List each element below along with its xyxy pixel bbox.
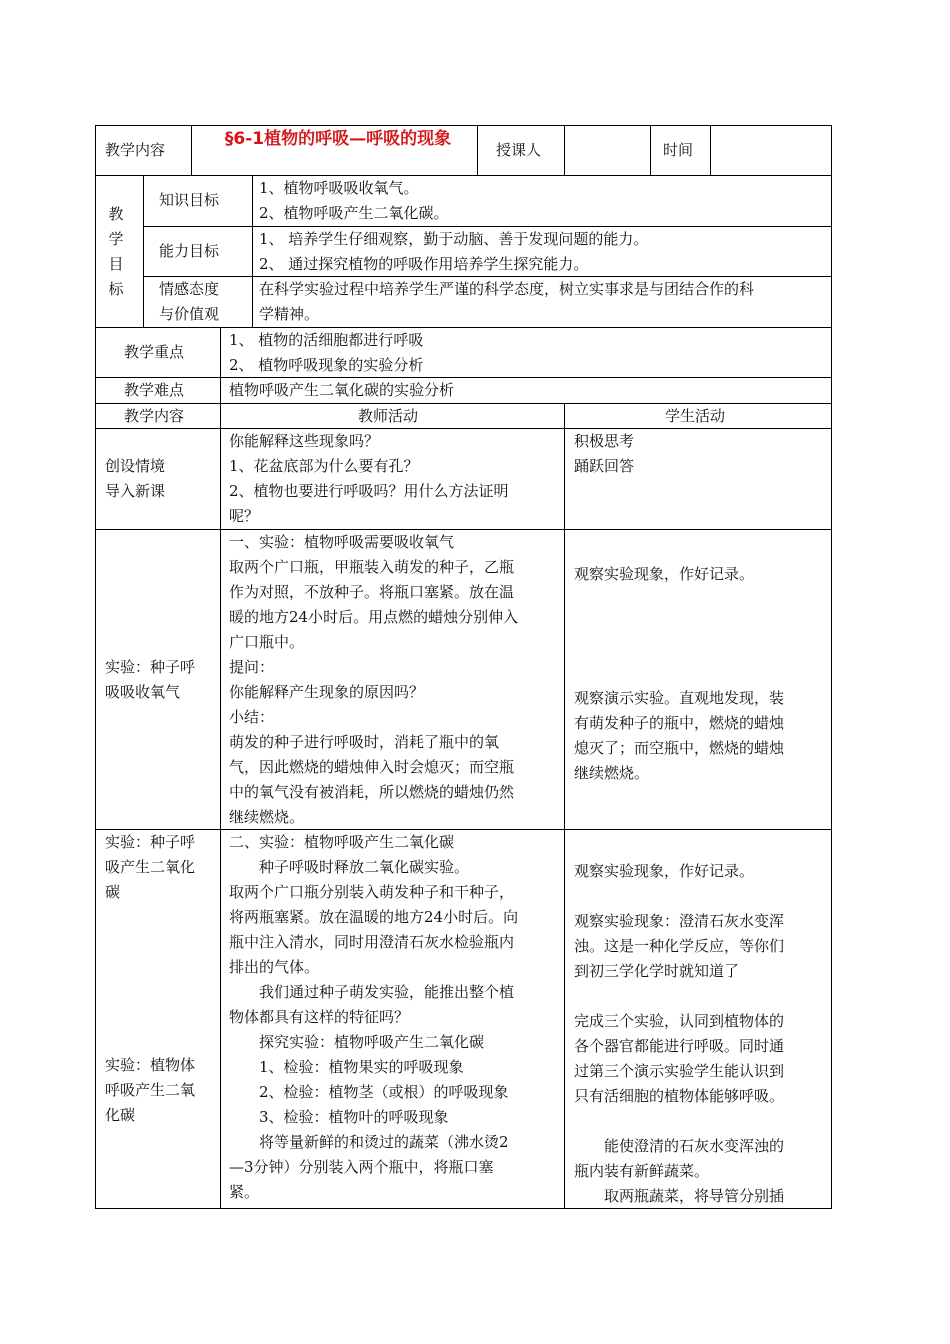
row3-student-activity-c: 完成三个实验，认同到植物体的 各个器官都能进行呼吸。同时通 过第三个演示实验学生能认识到 只有活细胞的植物体能够呼吸。 [574, 1012, 785, 1105]
row2-teacher-activity: 一、实验：植物呼吸需要吸收氧气 取两个广口瓶，甲瓶装入萌发的种子，乙瓶 作为对照，不放种子。将瓶口塞紧。放在温 暖的地方24小时后。用点燃的蜡烛分别伸入 广口瓶中。 提问： 你能解释产生现象的原因吗？ 小结： 萌发的种子进行呼吸时，消耗了瓶中的氧 气，因此燃烧的蜡烛伸入时会熄灭；而空瓶 中的氧气没有被消耗，所以燃烧的蜡烛仍然 继续燃烧。 [229, 533, 519, 826]
row1-teacher-activity: 你能解释这些现象吗？ 1、花盆底部为什么要有孔？ 2、植物也要进行呼吸吗？用什么方法证明 呢？ [229, 432, 509, 525]
key-points-items: 1、 植物的活细胞都进行呼吸 2、 植物呼吸现象的实验分析 [229, 331, 424, 374]
lesson-title: §6-1植物的呼吸—呼吸的现象 [224, 129, 452, 149]
knowledge-goal-label: 知识目标 [159, 191, 220, 209]
row2-content: 实验：种子呼 吸吸收氧气 [105, 658, 196, 701]
column-teacher-header: 教师活动 [358, 407, 419, 425]
row3-teacher-activity: 二、实验：植物呼吸产生二氧化碳 种子呼吸时释放二氧化碳实验。 取两个广口瓶分别装入萌发种子和干种子， 将两瓶塞紧。放在温暖的地方24小时后。向 瓶中注入清水，同时用澄清石灰水检验瓶内 排出的气体。 我们通过种子萌发实验，能推出整个植 物体都具有这样的特征吗？ 探究实验：植物呼吸产生二氧化碳 1、检验：植物果实的呼吸现象 2、检验：植物茎（或根）的呼吸现象 3、检验：植物叶的呼吸现象 将等量新鲜的和烫过的蔬菜（沸水烫2 —3分钟）分别装入两个瓶中，将瓶口塞 紧。 [229, 833, 519, 1201]
key-points-label: 教学重点 [124, 343, 185, 361]
row3-content-a: 实验：种子呼 吸产生二氧化 碳 [105, 833, 196, 901]
ability-goal-label: 能力目标 [159, 242, 220, 260]
row3-content-b: 实验：植物体 呼吸产生二氧 化碳 [105, 1056, 196, 1124]
row1-content: 创设情境 导入新课 [105, 457, 166, 500]
row3-student-activity-b: 观察实验现象：澄清石灰水变浑 浊。这是一种化学反应，等你们 到初三学化学时就知道了 [574, 912, 785, 980]
attitude-goal-text: 在科学实验过程中培养学生严谨的科学态度，树立实事求是与团结合作的科 学精神。 [259, 280, 755, 323]
ability-goal-items: 1、 培养学生仔细观察，勤于动脑、善于发现问题的能力。 2、 通过探究植物的呼吸作用培养学生探究能力。 [259, 230, 649, 273]
row3-student-activity-a: 观察实验现象，作好记录。 [574, 862, 755, 880]
difficulty-label: 教学难点 [124, 381, 185, 399]
content-label: 教学内容 [105, 141, 166, 159]
knowledge-goal-items: 1、植物呼吸吸收氧气。 2、植物呼吸产生二氧化碳。 [259, 179, 449, 222]
attitude-goal-label: 情感态度 与价值观 [159, 280, 220, 323]
row1-student-activity: 积极思考 踊跃回答 [574, 432, 635, 475]
teacher-label: 授课人 [496, 141, 542, 159]
difficulty-text: 植物呼吸产生二氧化碳的实验分析 [229, 381, 455, 399]
column-content-header: 教学内容 [124, 407, 185, 425]
row2-student-activity-b: 观察演示实验。直观地发现，装 有萌发种子的瓶中，燃烧的蜡烛 熄灭了；而空瓶中，燃烧的蜡烛 继续燃烧。 [574, 689, 785, 782]
time-label: 时间 [663, 141, 694, 159]
column-student-header: 学生活动 [665, 407, 726, 425]
row3-student-activity-d: 能使澄清的石灰水变浑浊的 瓶内装有新鲜蔬菜。 取两瓶蔬菜，将导管分别插 [574, 1137, 785, 1205]
objectives-group-label: 教 学 目 标 [108, 205, 124, 298]
row2-student-activity-a: 观察实验现象，作好记录。 [574, 565, 755, 583]
